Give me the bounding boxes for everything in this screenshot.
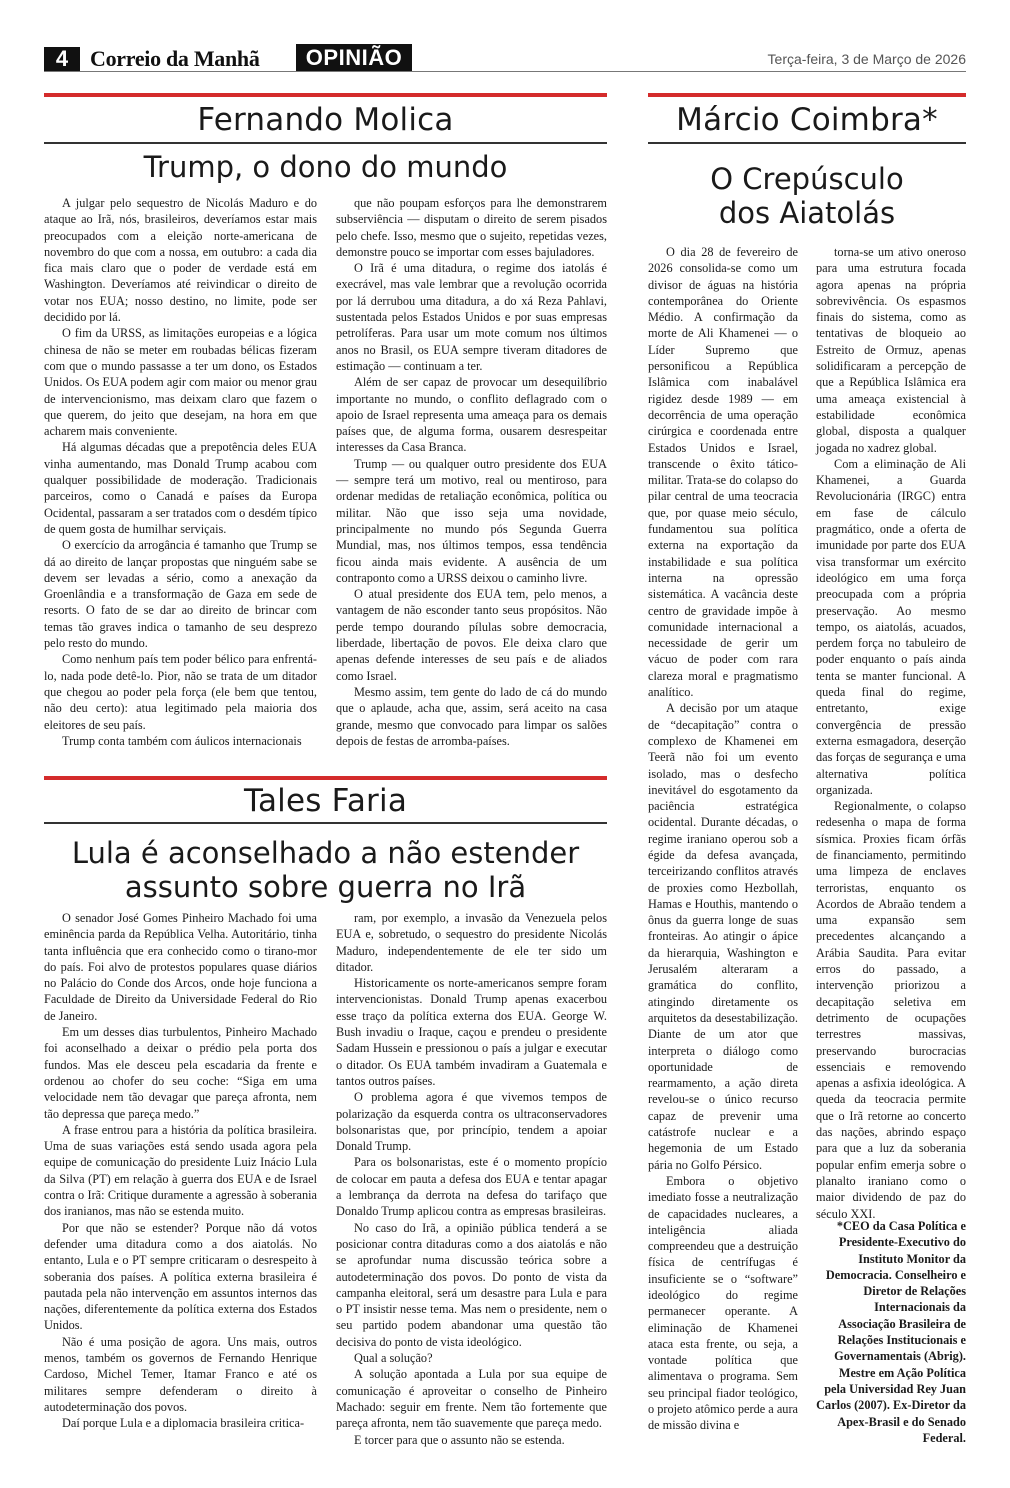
paragraph: Com a eliminação de Ali Khamenei, a Guarda Revolucionária (IRGC) entra em fase de cálculo pragmático, onde a oferta de imunidade por parte dos EUA visa transformar um exército ideológico em uma força preocupada com a própria preservação. Ao mesmo tempo, os aiatolás, acuados, perdem força no tabuleiro de poder enquanto o país ainda tenta se manter funcional. A queda final do regime, entretanto, exige convergência de pressão externa esmagadora, deserção das forças de segurança e uma alternativa política organizada. xyxy=(816,456,966,797)
paragraph: torna-se um ativo oneroso para uma estrutura focada agora apenas na própria sobrevivência. Os espasmos finais do sistema, como as tentativas de bloqueio ao Estreito de Ormuz, apenas solidificaram a percepção de que a República Islâmica era uma ameaça existencial à estabilidade econômica global, disposta a qualquer jogada no xadrez global. xyxy=(816,245,966,455)
article1-author-rule xyxy=(44,142,607,144)
paragraph: Trump — ou qualquer outro presidente dos EUA — sempre terá um motivo, real ou mentiroso, para ordenar medidas de retaliação econômica, política ou militar. Não que isso seja uma novidade, principalmente no mundo pós Segunda Guerra Mundial, mas, nos últimos tempos, essa tendência ficou ainda mais evidente. A ausência de um contraponto como a URSS deixou o caminho livre. xyxy=(336,456,607,585)
paragraph: Para os bolsonaristas, este é o momento propício de colocar em pauta a defesa dos EUA e tentar apagar a lembrança da derrota na defesa do tarifaço que Donaldo Trump aplicou contra as empresas brasileiras. xyxy=(336,1155,607,1219)
paragraph: Como nenhum país tem poder bélico para enfrentá-lo, nada pode detê-lo. Pior, não se trata de um ditador que chegou ao poder pela força (ele bem que tentou, não deu certo): atua legitimado pela maioria dos eleitores de seu país. xyxy=(44,652,317,732)
article2-column-1 xyxy=(44,910,317,1432)
article2-title-line2: assunto sobre guerra no Irã xyxy=(124,870,527,904)
article1-column-1 xyxy=(44,195,317,749)
paragraph: O exercício da arrogância é tamanho que Trump se dá ao direito de lançar propostas que ninguém sabe se devem ser levadas a sério, como a anexação da Groenlândia e a transformação de Gaza em sede de resorts. O fato de se dar ao direito de brincar com temas tão graves indica o tamanho de seu desprezo pelo resto do mundo. xyxy=(44,538,317,651)
paragraph: No caso do Irã, a opinião pública tenderá a se posicionar contra ditaduras como a dos aiatolás e não se aprofundar numa discussão teórica sobre a autodeterminação dos povos. Do ponto de vista da campanha eleitoral, será um desastre para Lula e para o PT insistir nesse tema. Mas nem o presidente, nem o seu partido podem abandonar uma questão tão decisiva do ponto de vista ideológico. xyxy=(336,1220,607,1349)
paragraph: O problema agora é que vivemos tempos de polarização da esquerda contra os ultraconservadores bolsonaristas que, por princípio, tendem a apoiar Donald Trump. xyxy=(336,1090,607,1154)
paragraph: Por que não se estender? Porque não dá votos defender uma ditadura como a dos aiatolás. No entanto, Lula e o PT sempre criticaram o desrespeito à soberania dos países. A política externa brasileira é pautada pela não intervenção em assuntos internos das nações, diferentemente da política externa dos Estados Unidos. xyxy=(44,1220,317,1333)
author-bio xyxy=(816,1218,966,1446)
paragraph: Não é uma posição de agora. Uns mais, outros menos, também os governos de Fernando Henrique Cardoso, Michel Temer, Itamar Franco e até os militares sempre defenderam o direito à autodeterminação dos povos. xyxy=(44,1334,317,1414)
paragraph: O atual presidente dos EUA tem, pelo menos, a vantagem de não esconder tanto seus propósitos. Não perde tempo dourando pílulas sobre democracia, liberdade, libertação de povos. Ele deixa claro que apenas defende interesses de seu país e de aliados como Israel. xyxy=(336,587,607,683)
paragraph: Há algumas décadas que a prepotência deles EUA vinha aumentando, mas Donald Trump acabou com qualquer possibilidade de moderação. Tradicionais parceiros, como o Canadá e países da Europa Ocidental, passaram a ser tratados com o desdém típico de quem gosta de humilhar serviçais. xyxy=(44,440,317,536)
issue-date: Terça-feira, 3 de Março de 2026 xyxy=(767,51,966,67)
paragraph: O dia 28 de fevereiro de 2026 consolida-se como um divisor de águas na história contemporânea do Oriente Médio. A confirmação da morte de Ali Khamenei — o Líder Supremo que personificou a República Islâmica com inabalável rigidez desde 1989 — em decorrência de uma operação cirúrgica e coordenada entre Estados Unidos e Israel, transcende o êxito tático-militar. Trata-se do colapso do pilar central de uma teocracia que, por quase meio século, fundamentou sua política externa na exportação da instabilidade e sua política interna na opressão sistemática. A vacância deste centro de gravidade impõe à comunidade internacional a necessidade de gerir um vácuo de poder com rara clareza moral e pragmatismo analítico. xyxy=(648,245,798,700)
paragraph: que não poupam esforços para lhe demonstrarem subserviência — disputam o direito de serem pisados pelo chefe. Isso, mesmo que o sujeito, repetidas vezes, demonstre pouco se importar com esses bajuladores. xyxy=(336,196,607,259)
paragraph: O fim da URSS, as limitações europeias e a lógica chinesa de não se meter em roubadas bélicas fizeram com que o mundo passasse a ter um dono, os Estados Unidos. Os EUA podem agir com maior ou menor grau de intervencionismo, mas deixam claro que fazem o que querem, do jeito que desejam, na hora em que acharem mais conveniente. xyxy=(44,326,317,439)
section-label: OPINIÃO xyxy=(296,44,412,72)
article3-author-rule xyxy=(648,142,966,144)
paragraph: O senador José Gomes Pinheiro Machado foi uma eminência parda da República Velha. Autoritário, tinha tanta influência que era conhecido como o tirano-mor do país. Foi alvo de protestos populares quase diários no Palácio do Conde dos Arcos, onde hoje funciona a Faculdade de Direito da Universidade Federal do Rio de Janeiro. xyxy=(44,911,317,1023)
paragraph: Trump conta também com áulicos internacionais xyxy=(62,733,302,748)
article1-title: Trump, o dono do mundo xyxy=(143,150,508,184)
article1-top-rule xyxy=(44,93,607,97)
header-divider xyxy=(44,71,966,72)
article3-author: Márcio Coimbra* xyxy=(676,102,938,138)
article2-top-rule xyxy=(44,776,607,780)
article2-title xyxy=(44,836,607,904)
article3-title xyxy=(648,162,966,230)
article3-top-rule xyxy=(648,93,966,97)
article2-column-2 xyxy=(336,910,607,1448)
article1-author: Fernando Molica xyxy=(197,102,454,138)
paragraph: A julgar pelo sequestro de Nicolás Maduro e do ataque ao Irã, nós, brasileiros, deveríamos estar mais preocupados com a eleição norte-americana de novembro do que com a nossa, em outubro: a cada dia fica mais claro que o poder de verdade está em Washington. Deveríamos até reivindicar o direito de votar nos EUA; nosso destino, no limite, pode ser decidido por lá. xyxy=(44,196,317,325)
newspaper-name: Correio da Manhã xyxy=(90,46,260,71)
paragraph: A frase entrou para a história da política brasileira. Uma de suas variações está sendo usada agora pela equipe de comunicação do presidente Luiz Inácio Lula da Silva (PT) em relação à guerra dos EUA e de Israel contra o Irã: Critique duramente a agressão à soberania dos iranianos, mas não se estenda muito. xyxy=(44,1122,317,1219)
paragraph: Em um desses dias turbulentos, Pinheiro Machado foi aconselhado a deixar o prédio pela porta dos fundos. Mas ele desceu pela escadaria da frente e ordenou ao chofer do seu coche: “Siga em uma velocidade nem tão devagar que pareça afronta, nem tão depressa que pareça medo.” xyxy=(44,1025,317,1121)
article3-column-1 xyxy=(648,244,798,1434)
article2-author: Tales Faria xyxy=(243,783,408,819)
paragraph: Embora o objetivo imediato fosse a neutralização de capacidades nucleares, a inteligência aliada compreendeu que a destruição física de centrífugas é insuficiente se o “software” ideológico do regime permanecer operante. A eliminação de Khamenei ataca esta frente, ou seja, a vontade política que alimentava o programa. Sem seu principal fiador teológico, o projeto atômico perde a aura de missão divina e xyxy=(648,1173,798,1433)
paragraph: Qual a solução? xyxy=(354,1351,433,1366)
paragraph: Regionalmente, o colapso redesenha o mapa de forma sísmica. Proxies ficam órfãs de financiamento, permitindo uma limpeza de enclaves terroristas, enquanto os Acordos de Abraão tendem a uma expansão sem precedentes alcançando a Arábia Saudita. Para evitar erros do passado, a intervenção priorizou a decapitação seletiva em detrimento de ocupações terrestres massivas, preservando burocracias essenciais e removendo apenas a asfixia ideológica. A queda da teocracia permite que o Irã retorne ao concerto das nações, abrindo espaço para que a luz da soberania popular enfim emerja sobre o planalto iraniano como o maior dividendo de paz do século XXI. xyxy=(816,799,966,1221)
paragraph: Mesmo assim, tem gente do lado de cá do mundo que o aplaude, acha que, assim, será aceito na casa grande, mesmo que convocado para limpar os salões depois de festas de arromba-países. xyxy=(336,684,607,748)
article3-column-2 xyxy=(816,244,966,1222)
page-header xyxy=(44,44,966,72)
article1-column-2 xyxy=(336,195,607,749)
paragraph: Daí porque Lula e a diplomacia brasileira critica- xyxy=(62,1416,305,1431)
paragraph: A decisão por um ataque de “decapitação” contra o complexo de Khamenei em Teerã não foi um evento isolado, mas o desfecho inevitável do esgotamento da paciência estratégica ocidental. Durante décadas, o regime iraniano operou sob a égide da defesa avançada, terceirizando conflitos através de proxies como Hezbollah, Hamas e Houthis, mantendo o ônus da guerra longe de suas fronteiras. Ao atingir o ápice da hierarquia, Washington e Jerusalém alteraram a gramática do conflito, atingindo diretamente os arquitetos da desestabilização. Diante de um ator que interpreta o diálogo como oportunidade de rearmamento, a ação direta revelou-se o único recurso capaz de prevenir uma catástrofe nuclear e a hegemonia de um Estado pária no Golfo Pérsico. xyxy=(648,701,798,1172)
article3-title-line2: dos Aiatolás xyxy=(718,196,896,230)
paragraph: O Irã é uma ditadura, o regime dos iatolás é execrável, mas vale lembrar que a revolução ocorrida por lá derrubou uma ditadura, a do xá Reza Pahlavi, sustentada pelos Estados Unidos e por suas empresas petrolíferas. Para usar um mote comum nos últimos anos no Brasil, os EUA sempre tiveram ditadores de estimação — continuam a ter. xyxy=(336,261,607,373)
author-bio-text: *CEO da Casa Política e Presidente-Executivo do Instituto Monitor da Democracia. Conselheiro e Diretor de Relações Internacionais da Associação Brasileira de Relações Institucionais e Governamentais (Abrig). Mestre em Ação Política pela Universidad Rey Juan Carlos (2007). Ex-Diretor da Apex-Brasil e do Senado Federal. xyxy=(816,1219,966,1445)
paragraph: E torcer para que o assunto não se estenda. xyxy=(354,1432,565,1447)
paragraph: ram, por exemplo, a invasão da Venezuela pelos EUA e, sobretudo, o sequestro do presidente Nicolás Maduro, independentemente de ele ter sido um ditador. xyxy=(336,911,607,974)
article2-title-line1: Lula é aconselhado a não estender xyxy=(71,836,580,870)
article3-title-line1: O Crepúsculo xyxy=(710,162,904,196)
page-number: 4 xyxy=(44,47,80,71)
paragraph: Historicamente os norte-americanos sempre foram intervencionistas. Donald Trump apenas exacerbou esse traço da política externa dos EUA. George W. Bush invadiu o Iraque, caçou e prendeu o presidente Sadam Hussein e pressionou o país a julgar e executar o ditador. Os EUA também invadiram a Guatemala e tantos outros países. xyxy=(336,976,607,1088)
article2-author-rule xyxy=(44,822,607,824)
paragraph: A solução apontada a Lula por sua equipe de comunicação é aproveitar o conselho de Pinheiro Machado: seguir em frente. Nem tão fortemente que pareça afronta, nem tão suavemente que pareça medo. xyxy=(336,1367,607,1431)
paragraph: Além de ser capaz de provocar um desequilíbrio importante no mundo, o conflito deflagrado com o apoio de Israel representa uma ameaça para os demais países que, de alguma forma, ousarem desrespeitar interesses da Casa Branca. xyxy=(336,375,607,455)
